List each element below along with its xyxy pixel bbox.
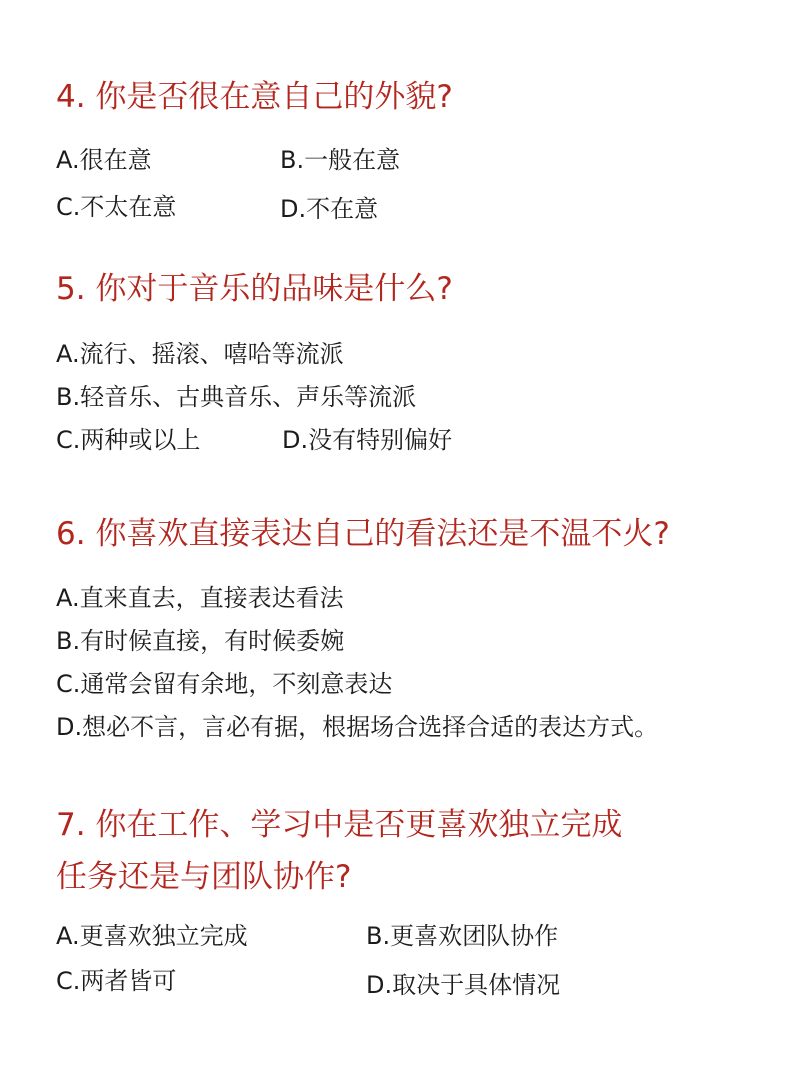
question-5-option-d: D.没有特别偏好 (282, 426, 453, 454)
question-6-option-b: B.有时候直接，有时候委婉 (56, 627, 345, 655)
question-5-option-b: B.轻音乐、古典音乐、声乐等流派 (56, 383, 417, 411)
question-4-option-b: B.一般在意 (280, 146, 401, 174)
question-7-title-line-2: 任务还是与团队协作? (56, 859, 352, 895)
question-7-option-d: D.取决于具体情况 (366, 971, 561, 999)
question-5-option-a: A.流行、摇滚、嘻哈等流派 (56, 340, 344, 368)
question-7-option-b: B.更喜欢团队协作 (366, 922, 559, 950)
question-6-title: 6. 你喜欢直接表达自己的看法还是不温不火? (56, 516, 670, 552)
question-6-option-a: A.直来直去，直接表达看法 (56, 584, 344, 612)
question-7-option-a: A.更喜欢独立完成 (56, 922, 248, 950)
question-6-option-c: C.通常会留有余地，不刻意表达 (56, 670, 393, 698)
question-7-option-c: C.两者皆可 (56, 967, 177, 995)
question-5-option-c: C.两种或以上 (56, 426, 201, 454)
question-4-option-a: A.很在意 (56, 146, 152, 174)
question-4-option-d: D.不在意 (280, 195, 379, 223)
question-4-title: 4. 你是否很在意自己的外貌? (56, 79, 453, 115)
question-4-option-c: C.不太在意 (56, 193, 177, 221)
question-5-title: 5. 你对于音乐的品味是什么? (56, 271, 453, 307)
question-7-title-line-1: 7. 你在工作、学习中是否更喜欢独立完成 (56, 807, 623, 843)
question-6-option-d: D.想必不言，言必有据，根据场合选择合适的表达方式。 (56, 713, 659, 741)
